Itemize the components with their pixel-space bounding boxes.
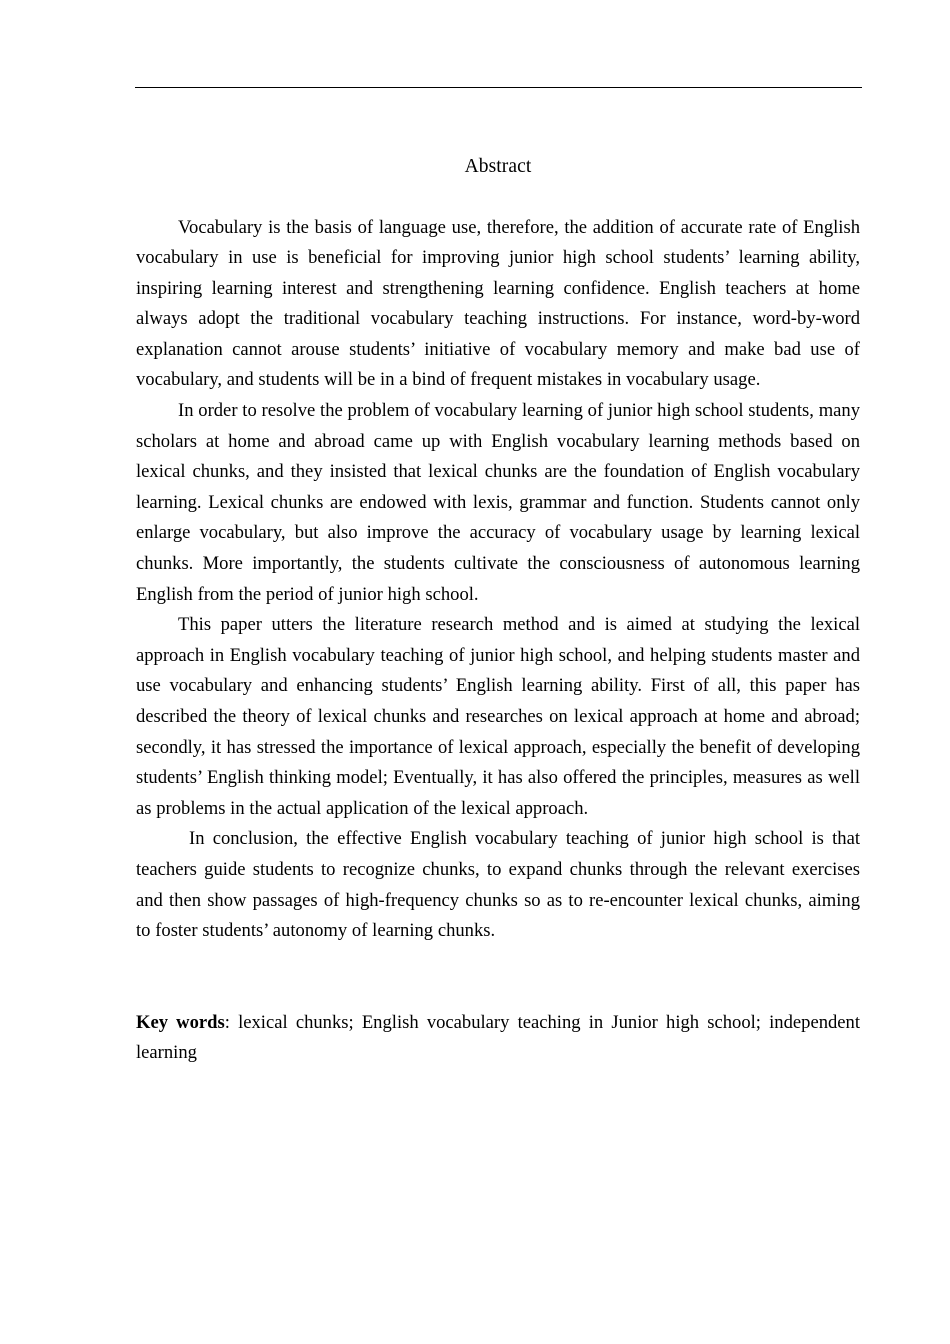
page-title: Abstract [464, 156, 532, 177]
title-spacer [136, 183, 860, 213]
keywords-spacer [136, 947, 860, 1008]
keywords-line [136, 1008, 860, 1069]
keywords-separator: : [224, 1011, 239, 1033]
abstract-paragraph-2: In order to resolve the problem of vocabulary learning of junior high school students, many scholars at home and abroad came up with English vocabulary learning methods based on lexical chunks, and they insisted that lexical chunks are the foundation of English vocabulary learning. Lexical chunks are endowed with lexis, grammar and function. Students cannot only enlarge vocabulary, but also improve the accuracy of vocabulary usage by learning lexical chunks. More importantly, the students cultivate the consciousness of autonomous learning English from the period of junior high school. [136, 400, 860, 605]
keywords-value: lexical chunks; English vocabulary teaching in Junior high school; independent learning [136, 1011, 861, 1064]
abstract-paragraph-4: In conclusion, the effective English vocabulary teaching of junior high school is that teachers guide students to recognize chunks, to expand chunks through the relevant exercises and then show passages of high-frequency chunks so as to re-encounter lexical chunks, aiming to foster students’ autonomy of learning chunks. [136, 828, 860, 942]
keywords-label: Key words [136, 1011, 225, 1033]
abstract-paragraph-3: This paper utters the literature research method and is aimed at studying the lexical approach in English vocabulary teaching of junior high school, and helping students master and use vocabulary and enhancing students’ English learning ability. First of all, this paper has described the theory of lexical chunks and researches on lexical approach at home and abroad; secondly, it has stressed the importance of lexical approach, especially the benefit of developing students’ English thinking model; Eventually, it has also offered the principles, measures as well as problems in the actual application of the lexical approach. [136, 614, 860, 819]
abstract-paragraph-1: Vocabulary is the basis of language use, therefore, the addition of accurate rate of English vocabulary in use is beneficial for improving junior high school students’ learning ability, inspiring learning interest and strengthening learning confidence. English teachers at home always adopt the traditional vocabulary teaching instructions. For instance, word-by-word explanation cannot arouse students’ initiative of vocabulary memory and make bad use of vocabulary, and students will be in a bind of frequent mistakes in vocabulary usage. [136, 216, 860, 391]
header-horizontal-rule [135, 87, 862, 88]
document-content [136, 152, 860, 1069]
